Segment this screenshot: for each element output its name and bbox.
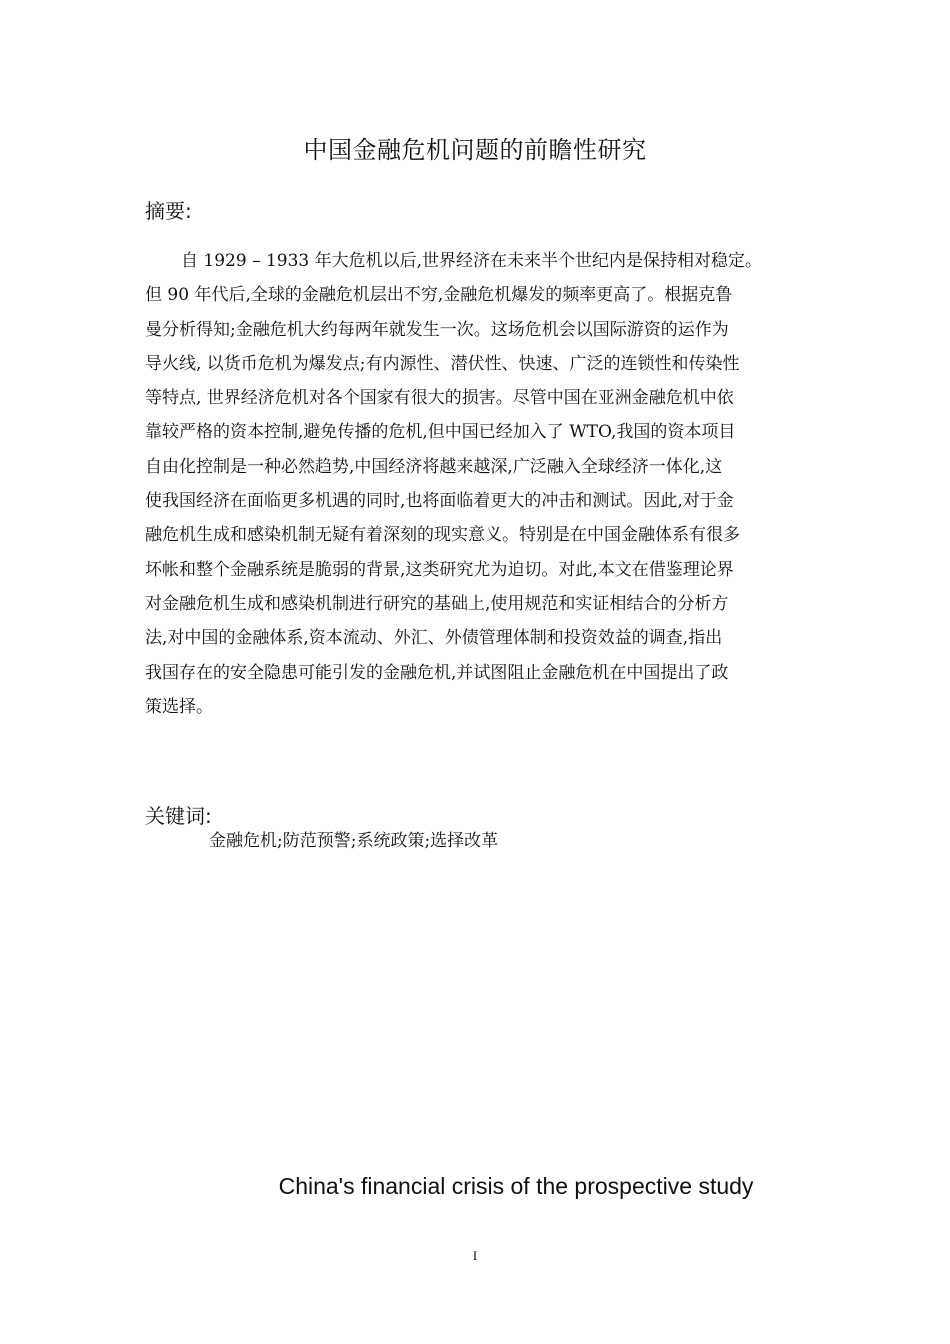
abstract-line: 策选择。 — [145, 696, 213, 717]
abstract-line: 使我国经济在面临更多机遇的同时,也将面临着更大的冲击和测试。因此,对于金 — [145, 491, 734, 512]
abstract-line: 对金融危机生成和感染机制进行研究的基础上,使用规范和实证相结合的分析方 — [145, 593, 729, 614]
abstract-line: 等特点, 世界经济危机对各个国家有很大的损害。尽管中国在亚洲金融危机中依 — [145, 388, 734, 409]
abstract-line: 坏帐和整个金融系统是脆弱的背景,这类研究尤为迫切。对此,本文在借鉴理论界 — [145, 559, 734, 580]
abstract-body — [145, 244, 815, 724]
keywords-list: 金融危机;防范预警;系统政策;选择改革 — [209, 831, 499, 851]
abstract-line: 导火线, 以货币危机为爆发点;有内源性、潜伏性、快速、广泛的连锁性和传染性 — [145, 353, 740, 374]
page-number: I — [472, 1248, 478, 1263]
abstract-line: 但 90 年代后,全球的金融危机层出不穷,金融危机爆发的频率更高了。根据克鲁 — [145, 285, 733, 306]
abstract-label: 摘要: — [145, 199, 192, 223]
abstract-line: 曼分析得知;金融危机大约每两年就发生一次。这场危机会以国际游资的运作为 — [145, 319, 729, 340]
english-title: China's financial crisis of the prospective study — [278, 1173, 754, 1199]
keywords-label: 关键词: — [145, 804, 212, 828]
abstract-line: 我国存在的安全隐患可能引发的金融危机,并试图阻止金融危机在中国提出了政 — [145, 662, 729, 683]
abstract-line: 法,对中国的金融体系,资本流动、外汇、外债管理体制和投资效益的调查,指出 — [145, 628, 723, 649]
abstract-line: 靠较严格的资本控制,避免传播的危机,但中国已经加入了 WTO,我国的资本项目 — [145, 422, 736, 443]
abstract-line: 自 1929 – 1933 年大危机以后,世界经济在未来半个世纪内是保持相对稳定。 — [181, 251, 763, 271]
chinese-title: 中国金融危机问题的前瞻性研究 — [303, 136, 647, 164]
abstract-line: 自由化控制是一种必然趋势,中国经济将越来越深,广泛融入全球经济一体化,这 — [145, 456, 723, 477]
abstract-line: 融危机生成和感染机制无疑有着深刻的现实意义。特别是在中国金融体系有很多 — [145, 525, 740, 546]
